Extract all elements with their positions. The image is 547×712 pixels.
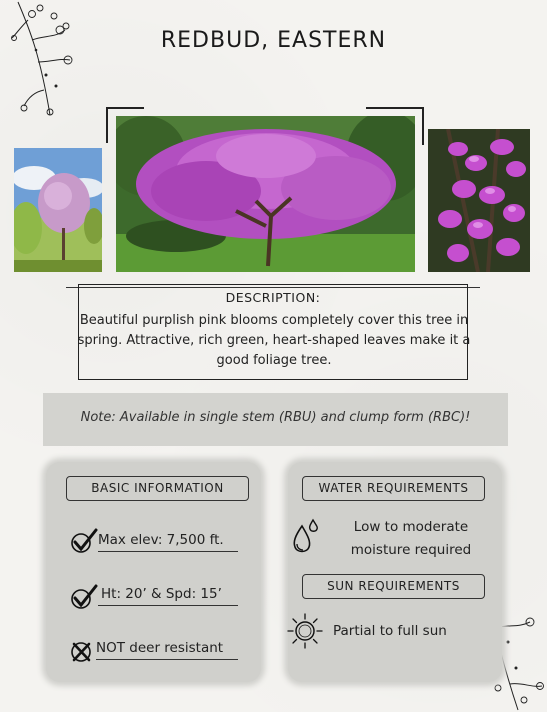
description-heading: DESCRIPTION: — [225, 290, 321, 305]
sun-requirements-label: SUN REQUIREMENTS — [302, 574, 485, 599]
height-spread-text: Ht: 20’ & Spd: 15’ — [98, 586, 238, 606]
checkmark-icon — [70, 584, 98, 610]
photo-bloom-closeup — [428, 129, 530, 272]
frame-accent-line — [106, 107, 144, 109]
sun-requirements-text: Partial to full sun — [333, 623, 447, 639]
water-drops-icon — [291, 518, 321, 556]
availability-note: Note: Available in single stem (RBU) and clump form (RBC)! — [80, 410, 471, 425]
floral-sprig-icon — [10, 0, 80, 120]
frame-accent-line — [366, 107, 424, 109]
photo-tree-sky — [14, 148, 102, 272]
page-title: REDBUD, EASTERN — [160, 28, 387, 53]
description-text: Beautiful purplish pink blooms completely cover this tree in spring. Attractive, rich green, heart-shaped leaves make it a good foliage tree. — [77, 313, 471, 368]
photo-redbud-tree — [116, 116, 415, 272]
frame-accent-line — [106, 107, 108, 143]
basic-info-label: BASIC INFORMATION — [66, 476, 249, 501]
frame-accent-line — [422, 107, 424, 145]
x-mark-icon — [70, 640, 94, 664]
water-requirements-label: WATER REQUIREMENTS — [302, 476, 485, 501]
max-elevation-text: Max elev: 7,500 ft. — [98, 532, 238, 552]
checkmark-icon — [70, 528, 98, 554]
deer-resistance-text: NOT deer resistant — [96, 640, 238, 660]
water-requirements-text: Low to moderate moisture required — [350, 519, 472, 558]
sun-icon — [286, 612, 324, 650]
